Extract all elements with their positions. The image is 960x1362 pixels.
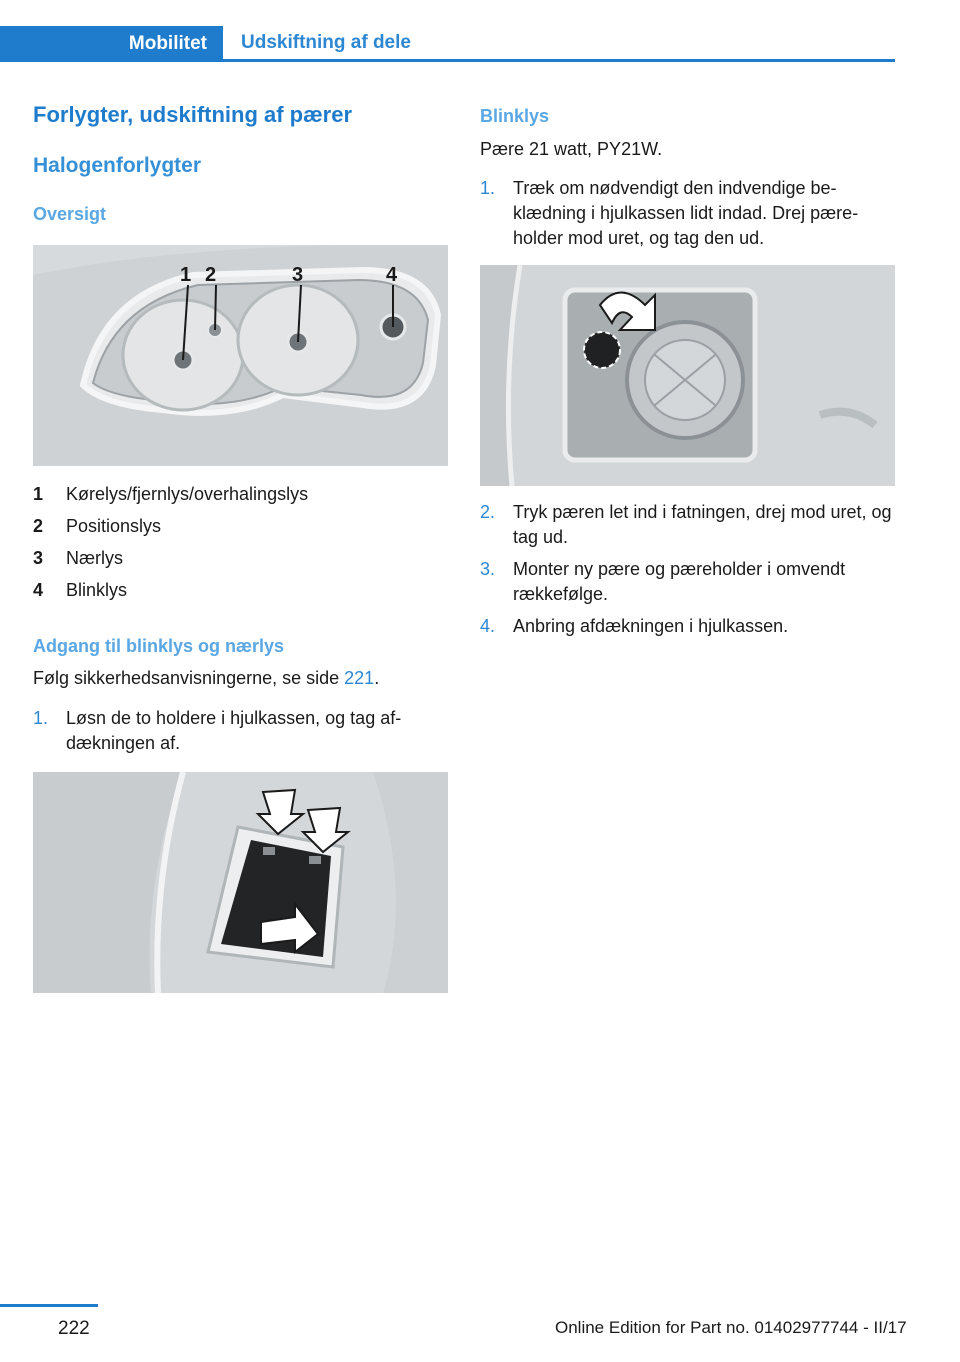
legend-label: Positionslys — [66, 515, 162, 536]
step-number: 3. — [480, 559, 496, 579]
footer-rule — [0, 1304, 98, 1307]
legend-number: 4 — [33, 579, 44, 600]
callout-2: 2 — [205, 264, 217, 286]
bulb-holder-figure — [480, 265, 895, 486]
tab-underline — [223, 59, 895, 62]
step-text: Monter ny pære og pæreholder i omvendt rækkefølge. — [513, 559, 846, 604]
callout-4: 4 — [386, 264, 398, 286]
legend — [33, 478, 448, 606]
page-number: 222 — [58, 1318, 90, 1339]
right-step-4 — [480, 614, 895, 639]
step-text: Løsn de to holdere i hjulkassen, og tag afdækningen af. — [66, 708, 402, 753]
right-step-1 — [480, 176, 895, 251]
access-heading: Adgang til blinklys og nærlys — [33, 636, 285, 656]
right-step-3 — [480, 557, 895, 607]
bulb-spec: Pære 21 watt, PY21W. — [480, 139, 663, 159]
tab-udskiftning[interactable] — [241, 26, 411, 59]
legend-number: 2 — [33, 515, 44, 536]
step-number: 2. — [480, 502, 496, 522]
step-text: Tryk pæren let ind i fatningen, drej mod uret, og tag ud. — [513, 502, 892, 547]
legend-label: Nærlys — [66, 547, 123, 568]
step-number: 1. — [33, 708, 49, 728]
step-number: 4. — [480, 616, 496, 636]
page-link-221[interactable]: 221 — [344, 668, 375, 688]
wheel-arch-cover-figure — [33, 772, 448, 993]
legend-row — [33, 478, 448, 510]
legend-row — [33, 574, 448, 606]
left-step-1 — [33, 706, 448, 756]
edition-note: Online Edition for Part no. 01402977744 - II/17 — [555, 1318, 907, 1337]
tab-udskiftning-label: Udskiftning af dele — [241, 32, 411, 53]
legend-number: 1 — [33, 483, 44, 504]
access-text-before: Følg sikkerhedsanvisningerne, se side — [33, 668, 345, 688]
callout-1: 1 — [180, 264, 192, 286]
section-title: Halogenforlygter — [33, 154, 202, 177]
legend-row — [33, 542, 448, 574]
callout-3: 3 — [292, 264, 304, 286]
legend-label: Kørelys/fjernlys/overhalingslys — [66, 483, 309, 504]
step-text: Anbring afdækningen i hjulkassen. — [513, 616, 789, 636]
legend-label: Blinklys — [66, 579, 128, 600]
access-text — [33, 666, 448, 691]
header-tabbar — [0, 26, 895, 62]
tab-mobilitet[interactable] — [0, 26, 223, 62]
headlight-figure — [33, 245, 448, 466]
step-number: 1. — [480, 178, 496, 198]
access-text-after: . — [374, 668, 380, 688]
tab-mobilitet-label: Mobilitet — [128, 33, 207, 54]
page-title: Forlygter, udskiftning af pærer — [33, 102, 353, 127]
right-step-2 — [480, 500, 895, 550]
legend-number: 3 — [33, 547, 44, 568]
step-text: Træk om nødvendigt den indvendige beklædning i hjulkassen lidt indad. Drej pæreholder mod uret, og tag den ud. — [513, 178, 859, 248]
legend-row — [33, 510, 448, 542]
subsection-title: Oversigt — [33, 204, 107, 224]
blinklys-heading: Blinklys — [480, 106, 550, 126]
